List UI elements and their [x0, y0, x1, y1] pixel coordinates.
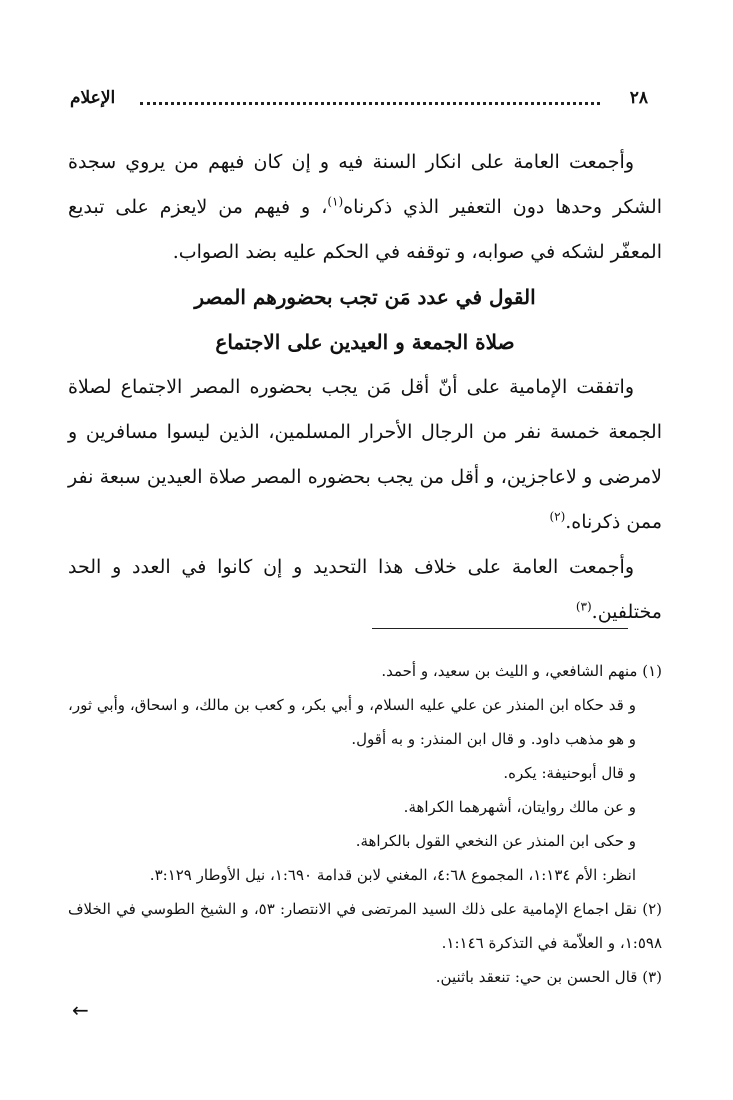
- footnote-1-line-3: و قال أبوحنيفة: يكره.: [503, 764, 636, 782]
- main-text: [68, 140, 662, 635]
- footnote-1-line-1: (١) منهم الشافعي، و الليث بن سعيد، و أحمد.: [381, 662, 662, 680]
- footnote-ref-1: (١): [327, 194, 344, 209]
- section-heading-line-2: صلاة الجمعة و العيدين على الاجتماع: [215, 330, 515, 354]
- paragraph-3: وأجمعت العامة على خلاف هذا التحديد و إن كانوا في العدد و الحد مختلفين.$^{(٣)}$: [68, 556, 662, 623]
- footnote-ref-3: (٣): [575, 599, 592, 614]
- footnote-1-sources: انظر: الأم ١:١٣٤، المجموع ٤:٦٨، المغني لابن قدامة ١:٦٩٠، نيل الأوطار ٣:١٢٩.: [149, 866, 636, 884]
- header-dotted-leader: [140, 102, 600, 105]
- arrow-left-icon[interactable]: ←: [72, 998, 89, 1022]
- footnote-1-line-4: و عن مالك روايتان، أشهرهما الكراهة.: [403, 798, 636, 816]
- footnote-ref-2: (٢): [549, 509, 566, 524]
- page-header: [70, 88, 658, 118]
- footnote-2: (٢) نقل اجماع الإمامية على ذلك السيد المرتضى في الانتصار: ٥٣، و الشيخ الطوسي في الخلاف ١:٥٩٨، و العلاّمة في التذكرة ١:١٤٦.: [68, 900, 663, 952]
- paragraph-1: وأجمعت العامة على انكار السنة فيه و إن كان فيهم من يروي سجدة الشكر وحدها دون التعفير الذي ذكرناه$^{(١)}$، و فيهم من لايعزم على تبديع المعفّر لشكه في صوابه، و توقفه في الحكم عليه بضد الصواب.: [68, 151, 662, 263]
- paragraph-2: واتفقت الإمامية على أنّ أقل مَن يجب بحضوره المصر الاجتماع لصلاة الجمعة خمسة نفر من الرجال الأحرار المسلمين، الذين ليسوا مسافرين و لامرضى و لاعاجزين، و أقل من يجب بحضوره المصر صلاة العيدين سبعة نفر ممن ذكرناه.$^{(٢)}$: [68, 376, 662, 533]
- page-number: ٢٨: [629, 88, 648, 108]
- running-title: الإعلام: [70, 88, 116, 108]
- footnote-separator: [372, 628, 628, 629]
- section-heading-line-1: القول في عدد مَن تجب بحضورهم المصر: [194, 285, 536, 309]
- footnote-1-line-2: و قد حكاه ابن المنذر عن علي عليه السلام، و أبي بكر، و كعب بن مالك، و اسحاق، وأبي ثور، و هو مذهب داود. و قال ابن المنذر: و به أقول.: [68, 696, 636, 748]
- footnote-3: (٣) قال الحسن بن حي: تنعقد باثنين.: [435, 968, 662, 986]
- footnote-1-line-5: و حكى ابن المنذر عن النخعي القول بالكراهة.: [355, 832, 636, 850]
- footnotes: [68, 654, 662, 994]
